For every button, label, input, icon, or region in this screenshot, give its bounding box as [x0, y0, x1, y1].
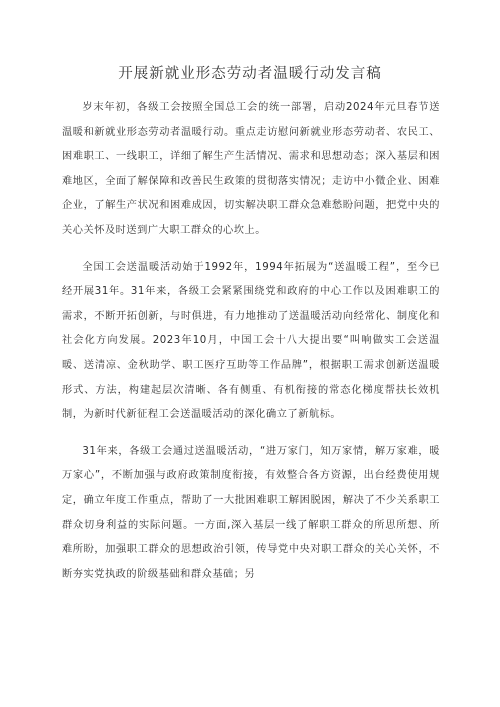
paragraph-1: 岁末年初，各级工会按照全国总工会的统一部署，启动2024年元旦春节送温暖和新就业形态劳动者温暖行动。重点走访慰问新就业形态劳动者、农民工、困难职工、一线职工，详细了解生产生活情况、需求和思想动态；深入基层和困难地区，全面了解保障和改善民生政策的贯彻落实情况；走访中小微企业、困难企业，了解生产状况和困难成因，切实解决职工群众急难愁盼问题，把党中央的关心关怀及时送到广大职工群众的心坎上。 [62, 102, 440, 236]
document-body [62, 96, 440, 587]
paragraph-3: 31年来，各级工会通过送温暖活动，“进万家门，知万家情，解万家难，暖万家心”，不断加强与政府政策制度衔接，有效整合各方资源，出台经费使用规定，确立年度工作重点，帮助了一大批困难职工解困脱困，解决了不少关系职工群众切身利益的实际问题。一方面,深入基层一线了解职工群众的所思所想、所难所盼，加强职工群众的思想政治引领，传导党中央对职工群众的关心关怀，不断夯实党执政的阶级基础和群众基础；另 [62, 445, 440, 580]
document-title: 开展新就业形态劳动者温暖行动发言稿 [118, 66, 382, 82]
paragraph-2: 全国工会送温暖活动始于1992年，1994年拓展为“送温暖工程”，至今已经开展31年。31年来，各级工会紧紧围绕党和政府的中心工作以及困难职工的需求，不断开拓创新，与时俱进，有力地推动了送温暖活动向经常化、制度化和社会化方向发展。2023年10月，中国工会十八大提出要“叫响做实工会送温暖、送清凉、金秋助学、职工医疗互助等工作品牌”，根据职工需求创新送温暖形式、方法，构建起层次清晰、各有侧重、有机衔接的常态化梯度帮扶长效机制，为新时代新征程工会送温暖活动的深化确立了新航标。 [62, 261, 440, 421]
